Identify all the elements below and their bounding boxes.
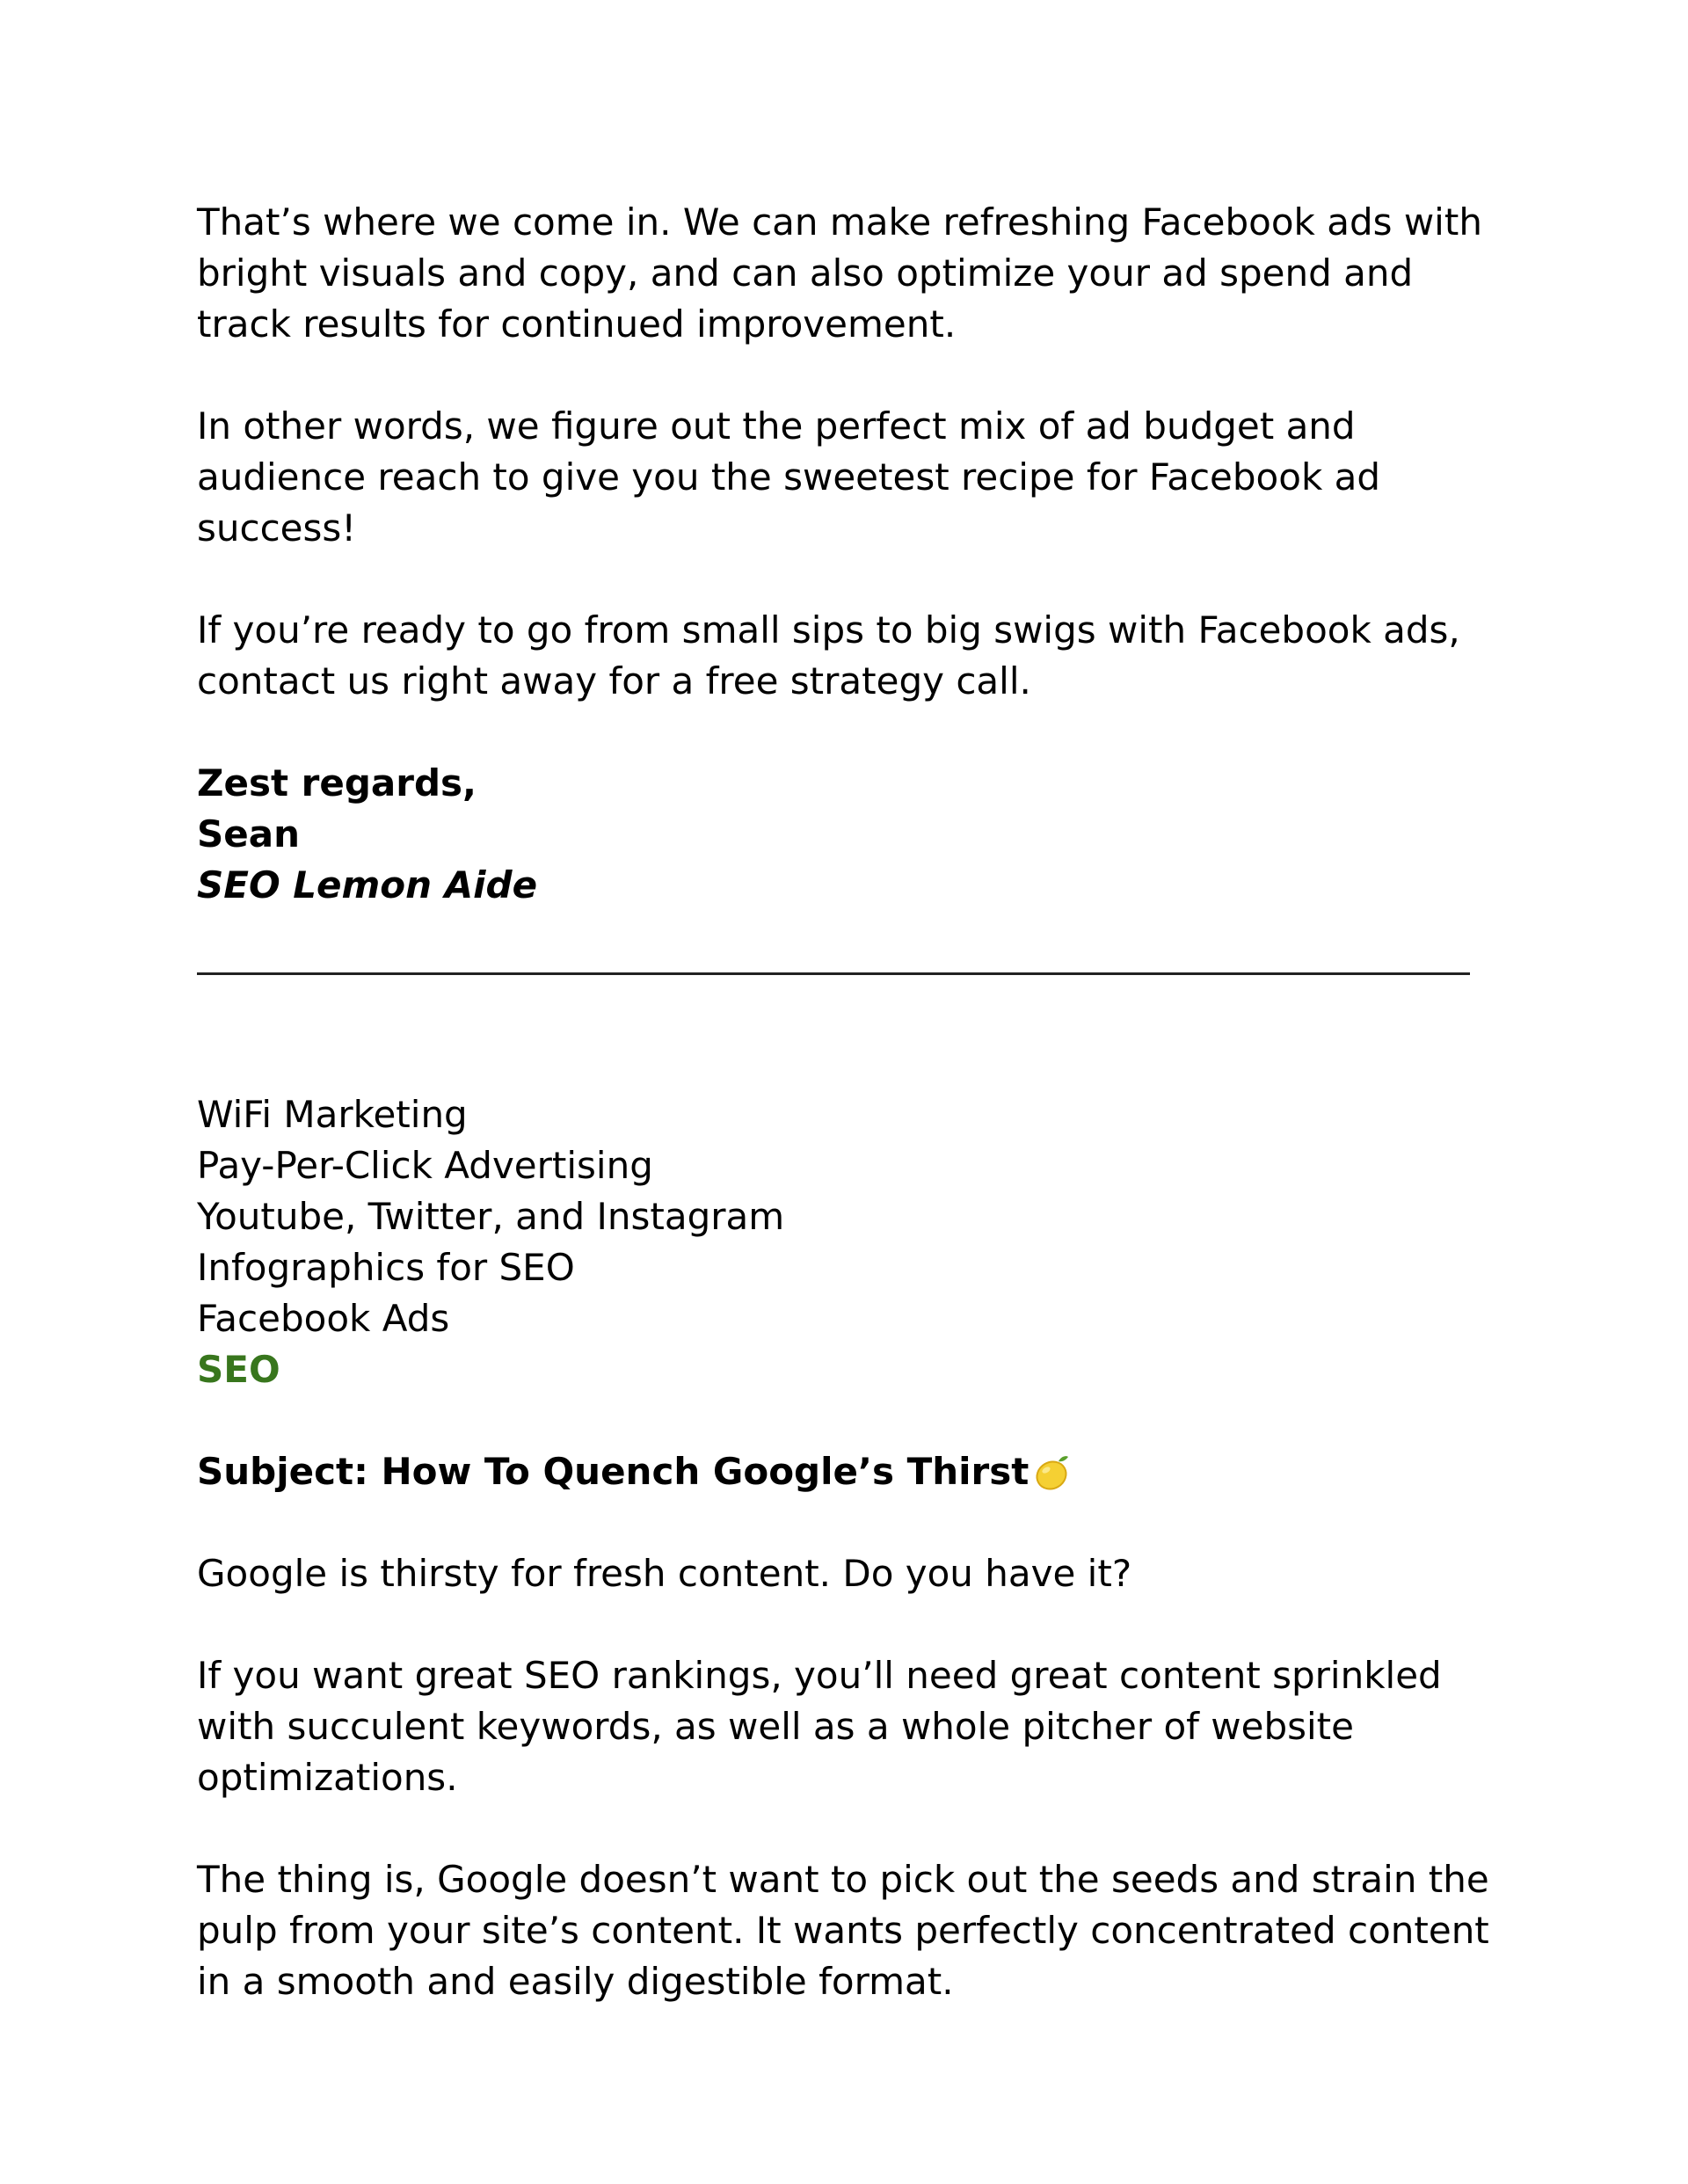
service-item: Pay-Per-Click Advertising (197, 1144, 653, 1187)
email2-paragraph-1: Google is thirsty for fresh content. Do you have it? (197, 1552, 1132, 1595)
document-page (197, 197, 1498, 2007)
lemon-icon (1034, 1452, 1069, 1491)
company-name: SEO Lemon Aide (197, 863, 538, 906)
email1-paragraph-1: That’s where we come in. We can make refreshing Facebook ads with bright visuals and copy, and can also optimize your ad spend and track results for continued improvement. (197, 200, 1482, 346)
services-list (197, 1089, 1498, 1395)
service-item: Infographics for SEO (197, 1246, 575, 1289)
service-item: Youtube, Twitter, and Instagram (197, 1195, 785, 1238)
email1-paragraph-3: If you’re ready to go from small sips to big swigs with Facebook ads, contact us right away for a free strategy call. (197, 608, 1460, 703)
section-divider (197, 972, 1470, 975)
subject-text: Subject: How To Quench Google’s Thirst (197, 1450, 1030, 1493)
email2-subject (197, 1446, 1498, 1497)
service-item: WiFi Marketing (197, 1093, 468, 1136)
email1-paragraph-2: In other words, we figure out the perfect mix of ad budget and audience reach to give you the sweetest recipe for Facebook ad success! (197, 404, 1381, 550)
email2-paragraph-3: The thing is, Google doesn’t want to pick out the seeds and strain the pulp from your site’s content. It wants perfectly concentrated content in a smooth and easily digestible format. (197, 1858, 1489, 2003)
sender-name: Sean (197, 812, 300, 855)
service-item: Facebook Ads (197, 1297, 450, 1340)
signoff: Zest regards, (197, 761, 477, 804)
signature (197, 758, 1498, 911)
email2-paragraph-2: If you want great SEO rankings, you’ll need great content sprinkled with succulent keywords, as well as a whole pitcher of website optimizations. (197, 1654, 1442, 1799)
service-item-active: SEO (197, 1348, 280, 1391)
